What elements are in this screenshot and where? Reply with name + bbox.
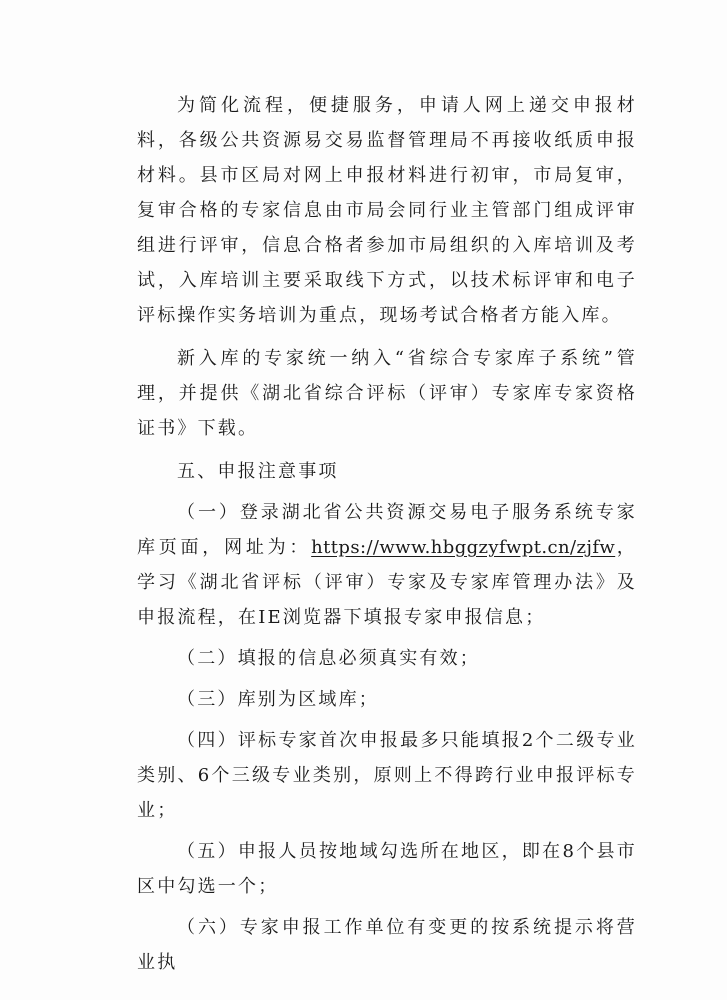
paragraph-process-simplification: 为简化流程，便捷服务，申请人网上递交申报材料，各级公共资源易交易监督管理局不再接收纸质申报材料。县市区局对网上申报材料进行初审，市局复审，复审合格的专家信息由市局会同行业主管部门组成评审组进行评审，信息合格者参加市局组织的入库培训及考试，入库培训主要采取线下方式，以技术标评审和电子评标操作实务培训为重点，现场考试合格者方能入库。 — [137, 95, 637, 326]
document-body — [137, 88, 637, 980]
paragraph-new-experts: 新入库的专家统一纳入“省综合专家库子系统”管理，并提供《湖北省综合评标（评审）专家库专家资格证书》下载。 — [137, 348, 637, 439]
list-item-5: （五）申报人员按地域勾选所在地区，即在8个县市区中勾选一个； — [137, 841, 637, 897]
list-item-1-lead: （一）登录湖北省公共资源交易电子服务系统专家库页面，网址为： — [137, 502, 637, 558]
website-link[interactable]: https://www.hbggzyfwpt.cn/zjfw — [311, 537, 616, 558]
list-item-2: （二）填报的信息必须真实有效； — [177, 648, 480, 669]
list-item-4: （四）评标专家首次申报最多只能填报2个二级专业类别、6个三级专业类别，原则上不得跨行业申报评标专业； — [137, 730, 637, 821]
list-item-6: （六）专家申报工作单位有变更的按系统提示将营业执 — [137, 917, 637, 973]
list-item-1-tail: ，学习《湖北省评标（评审）专家及专家库管理办法》及申报流程，在IE浏览器下填报专家申报信息； — [137, 537, 637, 628]
list-item-3: （三）库别为区域库； — [177, 689, 379, 710]
section-heading: 五、申报注意事项 — [177, 461, 339, 482]
list-item-1 — [137, 495, 637, 635]
